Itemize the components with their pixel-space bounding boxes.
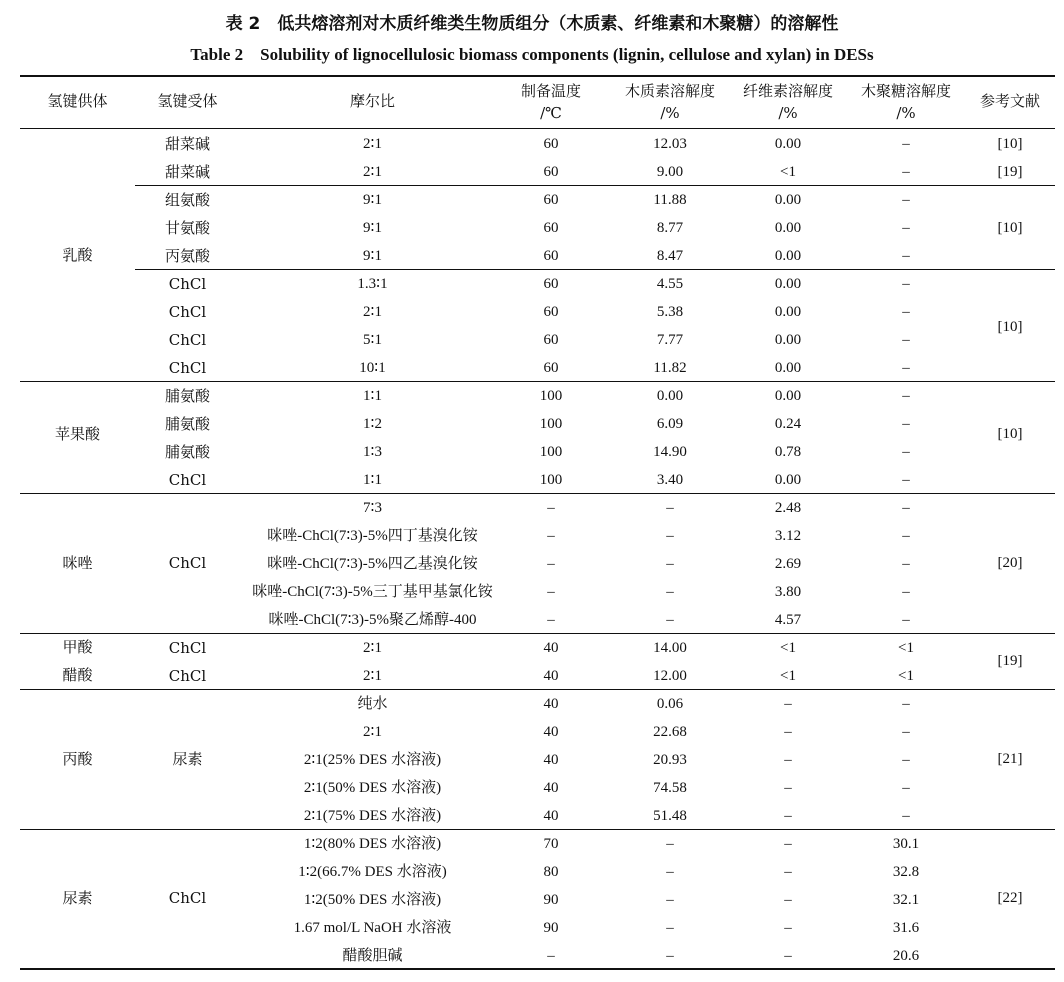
cellulose-solubility-cell: 0.00 [774,192,802,208]
molar-ratio-cell: 咪唑-ChCl(7∶3)-5%四乙基溴化铵 [267,556,478,572]
cellulose-solubility-cell: 3.12 [774,528,802,544]
temperature-cell: 40 [543,668,559,684]
xylan-solubility-cell: – [902,808,910,824]
xylan-solubility-cell: – [902,136,910,152]
acceptor-cell: 组氨酸 [164,191,210,209]
temperature-cell: – [547,612,555,628]
temperature-cell: 40 [543,640,559,656]
xylan-solubility-cell: – [902,332,910,348]
molar-ratio-cell: 醋酸胆碱 [342,948,403,964]
acceptor-cell: 脯氨酸 [164,387,210,405]
xylan-solubility-cell: – [902,584,910,600]
lignin-solubility-cell: – [666,892,674,908]
cellulose-solubility-cell: – [784,752,792,768]
molar-ratio-cell: 纯水 [357,696,388,712]
molar-ratio-cell: 2∶1 [363,136,382,152]
acceptor-cell: ChCl [168,889,207,907]
temperature-cell: 100 [539,388,563,404]
lignin-solubility-cell: 3.40 [656,472,684,488]
cellulose-solubility-cell: 0.00 [774,276,802,292]
temperature-cell: 40 [543,752,559,768]
donor-cell: 甲酸 [62,638,93,656]
temperature-cell: 60 [543,276,559,292]
cellulose-solubility-cell: 0.00 [774,388,802,404]
molar-ratio-cell: 9∶1 [363,192,382,208]
header-temperature-unit: /℃ [540,104,562,122]
molar-ratio-cell: 2∶1 [363,304,382,320]
temperature-cell: 90 [543,892,559,908]
cellulose-solubility-cell: 0.78 [774,444,802,460]
lignin-solubility-cell: 0.00 [656,388,684,404]
xylan-solubility-cell: – [902,276,910,292]
cellulose-solubility-cell: 0.00 [774,136,802,152]
xylan-solubility-cell: 32.8 [892,864,920,880]
header-temperature-label: 制备温度 [520,82,581,100]
table-caption-zh: 表 2 低共熔溶剂对木质纤维类生物质组分（木质素、纤维素和木聚糖）的溶解性 [225,14,839,34]
xylan-solubility-cell: – [902,780,910,796]
acceptor-cell: 尿素 [172,750,203,768]
molar-ratio-cell: 1∶2(50% DES 水溶液) [303,892,442,908]
lignin-solubility-cell: 14.00 [653,640,687,656]
molar-ratio-cell: 1∶1 [363,388,382,404]
temperature-cell: 60 [543,332,559,348]
header-lignin-unit: /% [660,104,680,122]
lignin-solubility-cell: – [666,500,674,516]
header-xylan-unit: /% [896,104,916,122]
header-acceptor: 氢键受体 [157,92,218,110]
temperature-cell: 60 [543,248,559,264]
reference-cell: [22] [997,890,1023,906]
molar-ratio-cell: 2∶1(75% DES 水溶液) [303,808,442,824]
cellulose-solubility-cell: – [784,724,792,740]
molar-ratio-cell: 5∶1 [363,332,382,348]
cellulose-solubility-cell: – [784,808,792,824]
xylan-solubility-cell: – [902,528,910,544]
lignin-solubility-cell: – [666,864,674,880]
xylan-solubility-cell: – [902,360,910,376]
acceptor-cell: 脯氨酸 [164,443,210,461]
header-molar-ratio: 摩尔比 [349,92,395,110]
lignin-solubility-cell: 4.55 [656,276,684,292]
xylan-solubility-cell: – [902,220,910,236]
reference-cell: [21] [997,751,1023,767]
acceptor-cell: 丙氨酸 [164,247,210,265]
reference-cell: [10] [997,136,1023,152]
temperature-cell: 90 [543,920,559,936]
temperature-cell: 60 [543,164,559,180]
table-caption-en: Table 2 Solubility of lignocellulosic biomass components (lignin, cellulose and xylan) in DESs [190,45,874,64]
acceptor-cell: 甜菜碱 [164,135,210,153]
donor-cell: 咪唑 [62,554,93,572]
lignin-solubility-cell: – [666,584,674,600]
lignin-solubility-cell: – [666,612,674,628]
lignin-solubility-cell: – [666,948,674,964]
lignin-solubility-cell: 8.77 [656,220,684,236]
lignin-solubility-cell: 22.68 [653,724,687,740]
molar-ratio-cell: 2∶1(25% DES 水溶液) [303,752,442,768]
cellulose-solubility-cell: – [784,780,792,796]
header-lignin-label: 木质素溶解度 [624,82,715,100]
xylan-solubility-cell: – [902,192,910,208]
molar-ratio-cell: 2∶1 [363,164,382,180]
acceptor-cell: ChCl [168,639,207,657]
xylan-solubility-cell: – [902,416,910,432]
molar-ratio-cell: 2∶1 [363,724,382,740]
cellulose-solubility-cell: <1 [780,164,796,180]
lignin-solubility-cell: 0.06 [656,696,684,712]
lignin-solubility-cell: 11.88 [653,192,687,208]
xylan-solubility-cell: – [902,444,910,460]
cellulose-solubility-cell: – [784,864,792,880]
temperature-cell: 70 [543,836,559,852]
temperature-cell: 60 [543,192,559,208]
molar-ratio-cell: 2∶1(50% DES 水溶液) [303,780,442,796]
top-rule [20,75,1055,77]
cellulose-solubility-cell: 2.48 [774,500,802,516]
cellulose-solubility-cell: – [784,696,792,712]
header-xylan [848,80,964,124]
acceptor-cell: 甜菜碱 [164,163,210,181]
header-xylan-label: 木聚糖溶解度 [860,82,951,100]
lignin-solubility-cell: 51.48 [653,808,687,824]
xylan-solubility-cell: <1 [898,668,914,684]
lignin-solubility-cell: 8.47 [656,248,684,264]
xylan-solubility-cell: <1 [898,640,914,656]
temperature-cell: – [547,584,555,600]
donor-cell: 丙酸 [62,750,93,768]
molar-ratio-cell: 咪唑-ChCl(7∶3)-5%三丁基甲基氯化铵 [252,584,493,600]
temperature-cell: 60 [543,136,559,152]
header-cellulose-label: 纤维素溶解度 [742,82,833,100]
cellulose-solubility-cell: 4.57 [774,612,802,628]
xylan-solubility-cell: – [902,612,910,628]
header-cellulose [730,80,846,124]
acceptor-cell: ChCl [168,275,207,293]
molar-ratio-cell: 9∶1 [363,248,382,264]
cellulose-solubility-cell: 0.00 [774,472,802,488]
reference-cell: [19] [997,653,1023,669]
lignin-solubility-cell: 5.38 [656,304,684,320]
donor-cell: 尿素 [62,889,93,907]
header-donor: 氢键供体 [47,92,108,110]
lignin-solubility-cell: – [666,556,674,572]
lignin-solubility-cell: 74.58 [653,780,687,796]
lignin-solubility-cell: – [666,920,674,936]
reference-cell: [10] [997,220,1023,236]
header-reference: 参考文献 [979,92,1040,110]
molar-ratio-cell: 1∶2(66.7% DES 水溶液) [298,864,447,880]
molar-ratio-cell: 10∶1 [359,360,386,376]
cellulose-solubility-cell: 0.00 [774,220,802,236]
temperature-cell: 40 [543,724,559,740]
temperature-cell: 60 [543,360,559,376]
temperature-cell: 60 [543,304,559,320]
header-cellulose-unit: /% [778,104,798,122]
header-lignin [612,80,728,124]
xylan-solubility-cell: – [902,724,910,740]
header-rule [20,128,1055,129]
xylan-solubility-cell: 31.6 [892,920,920,936]
molar-ratio-cell: 1.3∶1 [357,276,388,292]
xylan-solubility-cell: 30.1 [892,836,920,852]
xylan-solubility-cell: – [902,388,910,404]
acceptor-cell: 脯氨酸 [164,415,210,433]
temperature-cell: 80 [543,864,559,880]
temperature-cell: 40 [543,780,559,796]
lignin-solubility-cell: 6.09 [656,416,684,432]
molar-ratio-cell: 咪唑-ChCl(7∶3)-5%聚乙烯醇-400 [268,612,477,628]
temperature-cell: – [547,528,555,544]
xylan-solubility-cell: – [902,696,910,712]
xylan-solubility-cell: – [902,556,910,572]
acceptor-cell: ChCl [168,667,207,685]
xylan-solubility-cell: – [902,164,910,180]
acceptor-cell: ChCl [168,471,207,489]
reference-cell: [20] [997,555,1023,571]
molar-ratio-cell: 1∶2 [363,416,382,432]
xylan-solubility-cell: – [902,472,910,488]
acceptor-cell: ChCl [168,331,207,349]
temperature-cell: – [547,948,555,964]
cellulose-solubility-cell: 0.00 [774,304,802,320]
cellulose-solubility-cell: 0.00 [774,332,802,348]
lignin-solubility-cell: – [666,836,674,852]
lignin-solubility-cell: 11.82 [653,360,687,376]
temperature-cell: 60 [543,220,559,236]
acceptor-cell: ChCl [168,359,207,377]
molar-ratio-cell: 9∶1 [363,220,382,236]
lignin-solubility-cell: 9.00 [656,164,684,180]
molar-ratio-cell: 1.67 mol/L NaOH 水溶液 [293,920,452,936]
cellulose-solubility-cell: – [784,948,792,964]
xylan-solubility-cell: – [902,500,910,516]
lignin-solubility-cell: 7.77 [656,332,684,348]
lignin-solubility-cell: 14.90 [653,444,687,460]
cellulose-solubility-cell: – [784,836,792,852]
donor-cell: 苹果酸 [54,425,100,443]
donor-cell: 醋酸 [62,666,93,684]
temperature-cell: – [547,500,555,516]
temperature-cell: – [547,556,555,572]
cellulose-solubility-cell: <1 [780,668,796,684]
cellulose-solubility-cell: 0.00 [774,248,802,264]
cellulose-solubility-cell: – [784,892,792,908]
temperature-cell: 100 [539,416,563,432]
lignin-solubility-cell: 12.03 [653,136,687,152]
header-temperature [495,80,607,124]
xylan-solubility-cell: – [902,304,910,320]
molar-ratio-cell: 咪唑-ChCl(7∶3)-5%四丁基溴化铵 [267,528,478,544]
acceptor-cell: ChCl [168,554,207,572]
lignin-solubility-cell: 12.00 [653,668,687,684]
xylan-solubility-cell: 20.6 [892,948,920,964]
temperature-cell: 100 [539,472,563,488]
molar-ratio-cell: 1∶1 [363,472,382,488]
molar-ratio-cell: 1∶2(80% DES 水溶液) [303,836,442,852]
molar-ratio-cell: 7∶3 [363,500,382,516]
temperature-cell: 40 [543,808,559,824]
cellulose-solubility-cell: 0.00 [774,360,802,376]
cellulose-solubility-cell: – [784,920,792,936]
molar-ratio-cell: 2∶1 [363,668,382,684]
molar-ratio-cell: 1∶3 [363,444,382,460]
reference-cell: [10] [997,319,1023,335]
acceptor-cell: 甘氨酸 [164,219,210,237]
acceptor-cell: ChCl [168,303,207,321]
xylan-solubility-cell: – [902,752,910,768]
cellulose-solubility-cell: 0.24 [774,416,802,432]
reference-cell: [10] [997,426,1023,442]
cellulose-solubility-cell: 2.69 [774,556,802,572]
temperature-cell: 40 [543,696,559,712]
molar-ratio-cell: 2∶1 [363,640,382,656]
cellulose-solubility-cell: 3.80 [774,584,802,600]
lignin-solubility-cell: – [666,528,674,544]
temperature-cell: 100 [539,444,563,460]
xylan-solubility-cell: 32.1 [892,892,920,908]
cellulose-solubility-cell: <1 [780,640,796,656]
donor-cell: 乳酸 [62,246,93,264]
xylan-solubility-cell: – [902,248,910,264]
reference-cell: [19] [997,164,1023,180]
lignin-solubility-cell: 20.93 [653,752,687,768]
